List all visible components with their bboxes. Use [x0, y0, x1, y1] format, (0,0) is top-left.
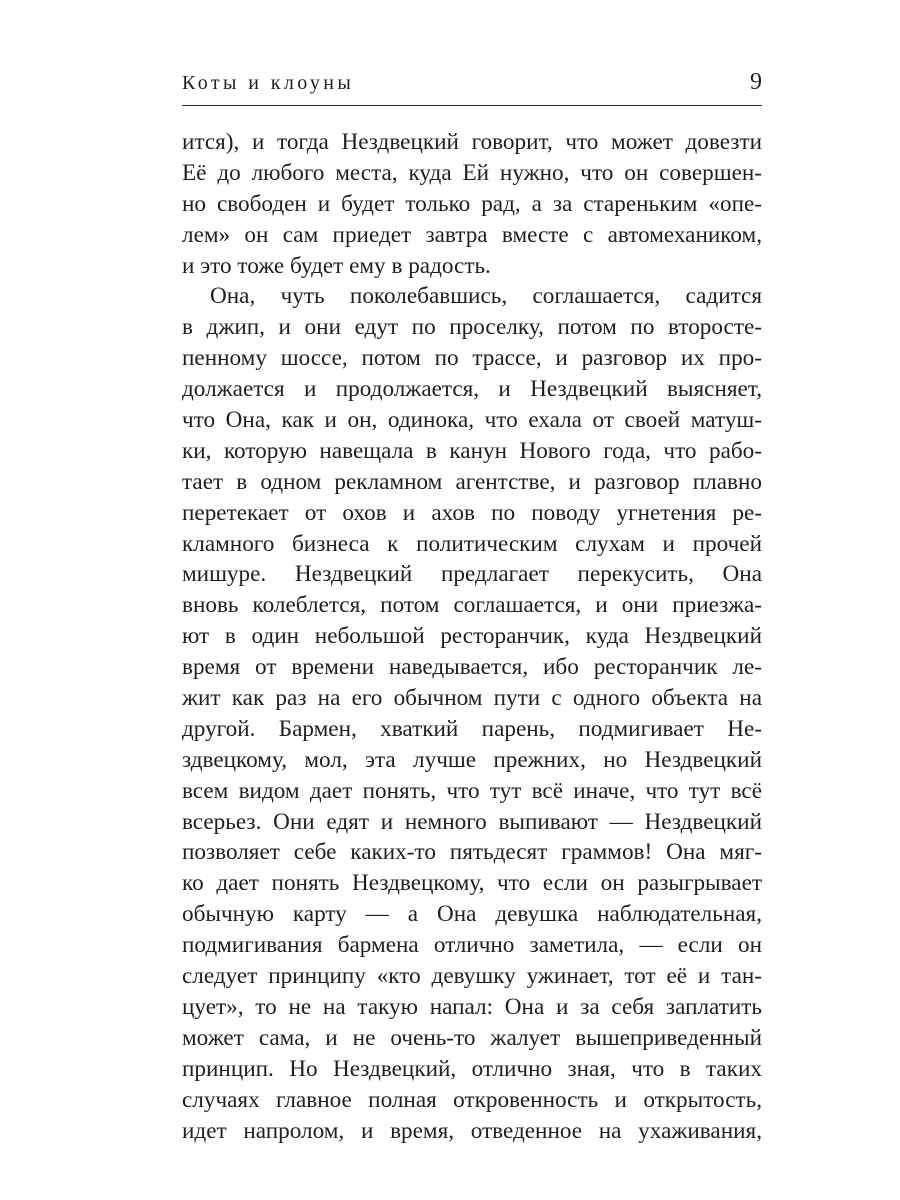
text-line: ится), и тогда Нездвецкий говорит, что может довезти: [182, 129, 762, 155]
text-line: подмигивания бармена отлично заметила, — если он: [182, 932, 762, 959]
paragraph-start-line: Она, чуть поколебавшись, соглашается, садится: [210, 283, 762, 310]
text-line: всем видом дает понять, что тут всё иначе, что тут всё: [182, 777, 762, 804]
text-line: должается и продолжается, и Нездвецкий выясняет,: [182, 376, 762, 403]
text-line: что Она, как и он, одинока, что ехала от своей матуш-: [182, 407, 762, 434]
text-line: позволяет себе каких-то пятьдесят граммов! Она мяг-: [182, 839, 762, 866]
text-line: здвецкому, мол, эта лучше прежних, но Нездвецкий: [182, 746, 762, 773]
running-head: [182, 68, 762, 102]
page-number: 9: [750, 69, 762, 95]
text-line: и это тоже будет ему в радость.: [182, 252, 491, 279]
body-text: [182, 127, 762, 1146]
text-line: всерьез. Они едят и немного выпивают — Нездвецкий: [182, 808, 762, 835]
text-line: вновь колеблется, потом соглашается, и они приезжа-: [182, 592, 762, 619]
text-line: следует принципу «кто девушку ужинает, тот её и тан-: [182, 963, 762, 990]
text-line: обычную карту — а Она девушка наблюдательная,: [182, 901, 762, 928]
running-title: Коты и клоуны: [182, 72, 355, 94]
text-line: Её до любого места, куда Ей нужно, что он совершен-: [182, 159, 762, 186]
text-line: мишуре. Нездвецкий предлагает перекусить, Она: [182, 561, 762, 588]
text-line: тает в одном рекламном агентстве, и разговор плавно: [182, 468, 762, 495]
text-line: в джип, и они едут по проселку, потом по второсте-: [182, 314, 762, 341]
text-line: ют в один небольшой ресторанчик, куда Нездвецкий: [182, 623, 762, 650]
text-line: может сама, и не очень-то жалует вышеприведенный: [182, 1024, 762, 1051]
text-line: случаях главное полная откровенность и открытость,: [182, 1086, 762, 1113]
text-line: лем» он сам приедет завтра вместе с автомехаником,: [182, 221, 762, 248]
text-line: пенному шоссе, потом по трассе, и разговор их про-: [182, 345, 762, 372]
text-line: кламного бизнеса к политическим слухам и прочей: [182, 530, 762, 557]
text-line: ки, которую навещала в канун Нового года, что рабо-: [182, 437, 762, 464]
text-line: жит как раз на его обычном пути с одного объекта на: [182, 685, 762, 712]
text-line: идет напролом, и время, отведенное на ухаживания,: [182, 1117, 762, 1144]
text-line: время от времени наведывается, ибо ресторанчик ле-: [182, 654, 762, 681]
header-divider: [182, 105, 762, 106]
text-line: принцип. Но Нездвецкий, отлично зная, что в таких: [182, 1055, 762, 1082]
text-line: другой. Бармен, хваткий парень, подмигивает Не-: [182, 715, 762, 742]
text-line: цует», то не на такую напал: Она и за себя заплатить: [182, 993, 762, 1020]
text-line: ко дает понять Нездвецкому, что если он разыгрывает: [182, 870, 762, 897]
text-line: но свободен и будет только рад, а за стареньким «опе-: [182, 190, 762, 217]
text-line: перетекает от охов и ахов по поводу угнетения ре-: [182, 499, 762, 526]
